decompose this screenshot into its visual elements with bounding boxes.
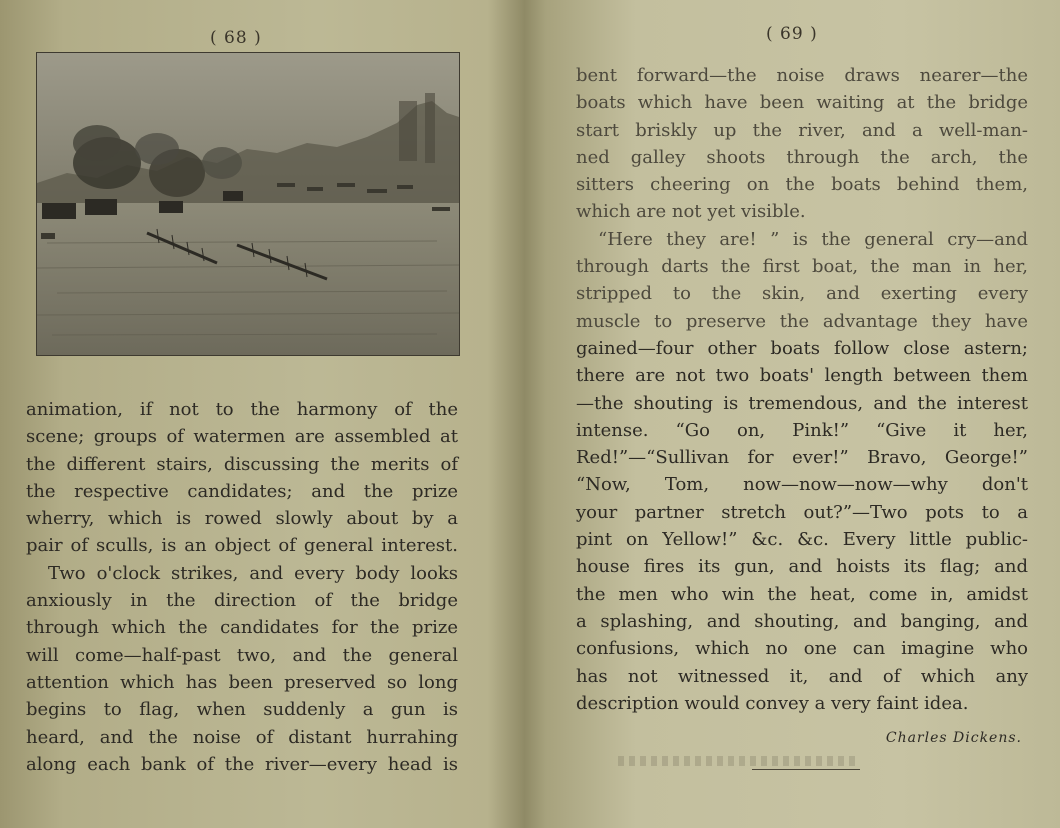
text-line: pint on Yellow!” &c. &c. Every little public- [576,529,1028,551]
text-line: stripped to the skin, and exerting every [576,283,1028,305]
text-line: animation, if not to the harmony of the [26,399,458,420]
text-line: “Here they are! ” is the general cry—and [598,228,1028,250]
text-line: “Now, Tom, now—now—now—why don't [576,474,1028,496]
text-line: the respective candidates; and the prize [26,480,458,502]
left-page-text [26,396,458,778]
text-line: muscle to preserve the advantage they have [576,310,1028,332]
text-line: —the shouting is tremendous, and the interest [576,392,1028,414]
text-line: description would convey a very faint idea. [576,692,969,714]
text-line: through which the candidates for the prize [26,617,458,639]
text-line: confusions, which no one can imagine who [576,638,1028,660]
text-line: along each bank of the river—every head is [26,753,458,775]
author-signature: Charles Dickens. [885,730,1022,746]
text-line: Two o'clock strikes, and every body looks [48,562,458,584]
text-line: gained—four other boats follow close astern; [576,337,1028,359]
text-line: start briskly up the river, and a well-man- [576,119,1028,141]
text-line: boats which have been waiting at the bridge [576,92,1028,114]
text-line: ned galley shoots through the arch, the [576,146,1028,168]
text-line: pair of sculls, is an object of general interest. [26,535,458,557]
left-page [0,0,510,828]
text-line: house fires its gun, and hoists its flag; and [576,556,1028,578]
text-line: through darts the first boat, the man in her, [576,256,1028,278]
text-line: bent forward—the noise draws nearer—the [576,65,1028,86]
text-line: sitters cheering on the boats behind them, [576,174,1028,196]
text-line: there are not two boats' length between them [576,365,1028,387]
text-line: begins to flag, when suddenly a gun is [26,699,458,721]
text-line: the men who win the heat, come in, amidst [576,583,1028,605]
text-line: your partner stretch out?”—Two pots to a [576,501,1028,523]
page-number-left: ( 68 ) [210,28,262,48]
text-line: attention which has been preserved so long [26,671,458,693]
text-line: Red!”—“Sullivan for ever!” Bravo, George!” [576,447,1028,469]
rowing-race-engraving-icon [37,53,459,355]
text-line: scene; groups of watermen are assembled at [26,426,458,448]
rowing-race-illustration [36,52,460,356]
text-line: wherry, which is rowed slowly about by a [26,508,458,530]
text-line: intense. “Go on, Pink!” “Give it her, [576,419,1028,441]
text-line: which are not yet visible. [576,201,806,223]
text-line: will come—half-past two, and the general [26,644,458,666]
right-page-text [576,62,1028,717]
text-line: heard, and the noise of distant hurrahing [26,726,458,748]
text-line: has not witnessed it, and of which any [576,665,1028,687]
page-number-right: ( 69 ) [766,24,818,44]
right-page [510,0,1060,828]
text-line: the different stairs, discussing the merits of [26,453,458,475]
show-through-text [618,756,858,766]
text-line: a splashing, and shouting, and banging, and [576,610,1028,632]
text-line: anxiously in the direction of the bridge [26,590,458,612]
end-rule [752,769,860,770]
